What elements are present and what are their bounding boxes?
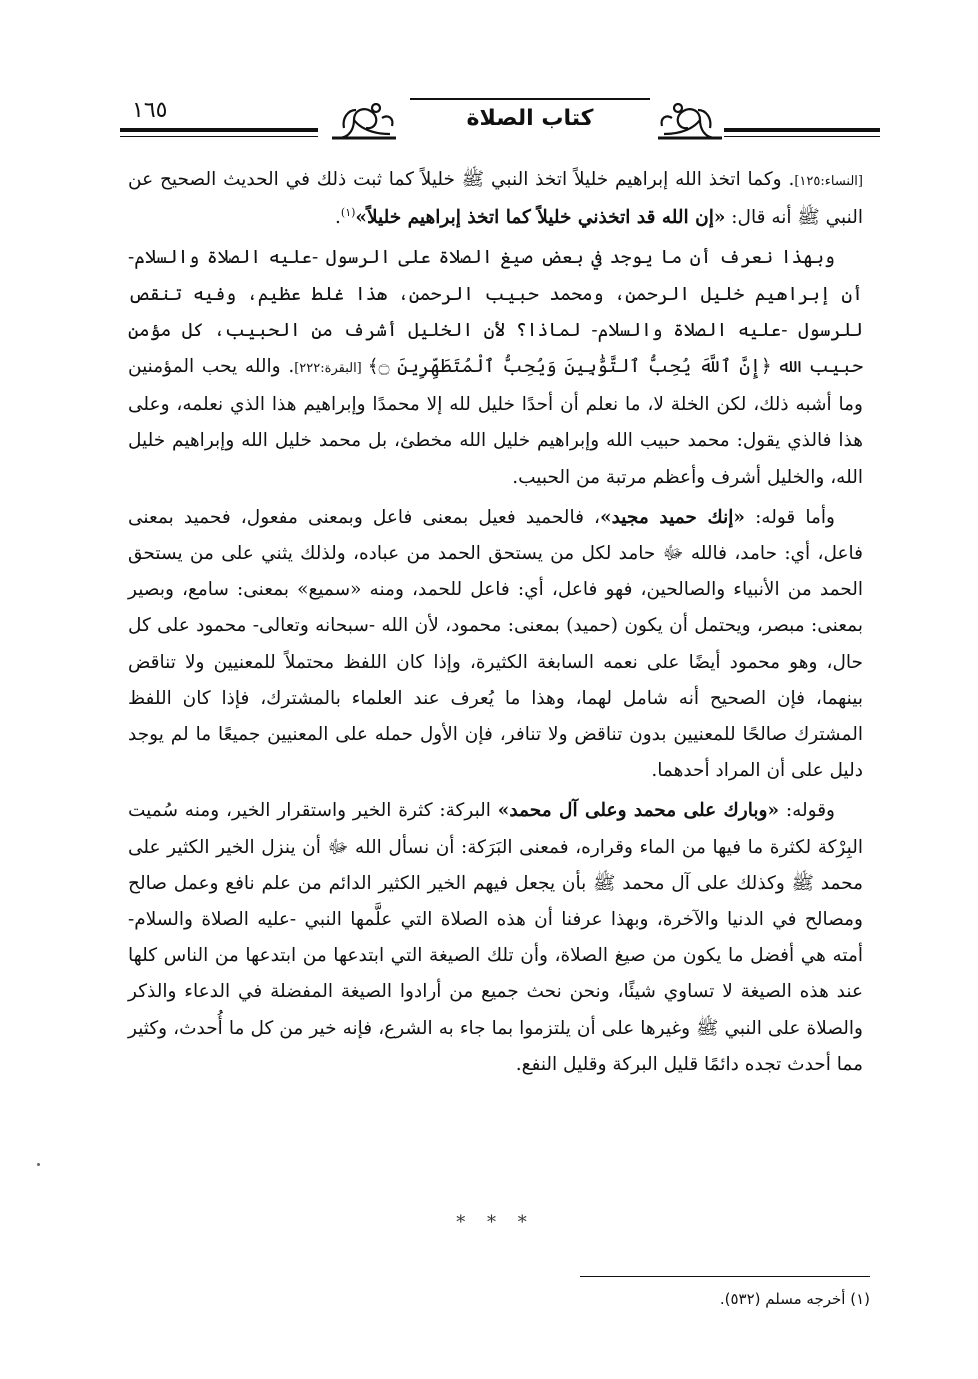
page-number: ١٦٥: [132, 98, 168, 123]
paragraph-text: . والله يحب المؤمنين وما أشبه ذلك، لكن الخلة لا، ما نعلم أن أحدًا خليل لله إلا محمدًا وإبراهيم هذا الذي نعلمه، وعلى هذا فالذي يقول: محمد حبيب الله وإبراهيم خليل الله مخطئ، بل محمد خليل الله وإبراهيم خليل الله، والخليل أشرف وأعظم مرتبة من الحبيب.: [128, 356, 863, 488]
header-rule-right-thin: [724, 136, 880, 137]
page-header: [120, 92, 880, 152]
right-ornament-icon: [656, 98, 722, 150]
paragraph-2: [128, 240, 863, 495]
footnote-marker[interactable]: (١): [340, 206, 356, 220]
body-text: [128, 162, 863, 1087]
footnote-rule: [580, 1276, 870, 1277]
header-rule-top: [410, 98, 650, 100]
verse-reference: [البقرة:٢٢٢]: [294, 361, 368, 377]
left-ornament-icon: [332, 98, 398, 150]
paragraph-text: وبهذا نعرف أن ما يوجد في بعض صيغ الصلاة على الرسول -عليه الصلاة والسلام- أن إبراهيم خليل الرحمن، ومحمد حبيب الرحمن، هذا غلط عظيم، وفيه تنقص للرسول -عليه الصلاة والسلام- لماذا؟ لأن الخليل أشرف من الحبيب، كل مؤمن حبيب الله: [128, 247, 864, 378]
quoted-phrase: «إنك حميد مجيد»: [600, 506, 745, 528]
hadith-quote: «إن الله قد اتخذني خليلاً كما اتخذ إبراهيم خليلاً»: [355, 207, 726, 229]
paragraph-text: ، فالحميد فعيل بمعنى فاعل وبمعنى مفعول، فحميد بمعنى فاعل، أي: حامد، فالله ﷻ حامد لكل من يستحق الحمد من عباده، ولذلك يثني على من يستحق الحمد من الأنبياء والصالحين، فهو فاعل، أي: فاعل للحمد، ومنه «سميع» بمعنى: سامع، وبصير بمعنى: مبصر، ويحتمل أن يكون (حميد) بمعنى: محمود، لأن الله -سبحانه وتعالى- محمود على كل حال، وهو محمود أيضًا على نعمه السابغة الكثيرة، وإذا كان اللفظ محتملاً للمعنيين ولا تناقض بينهما، فإن الصحيح أنه شامل لهما، وهذا ما يُعرف عند العلماء بالمشترك، فإذا كان اللفظ المشترك صالحًا للمعنيين بدون تناقض ولا تنافر، فإن الأول حمله على المعنيين جميعًا ما لم يوجد دليل على أن المراد أحدهما.: [128, 506, 863, 782]
paragraph-4: [128, 793, 863, 1083]
header-rule-right: [724, 128, 880, 132]
quoted-phrase: «وبارك على محمد وعلى آل محمد»: [497, 800, 780, 822]
quran-verse: ﴿إِنَّ ٱللَّهَ يُحِبُّ ٱلتَّوَّٰبِينَ وَيُحِبُّ ٱلْمُتَطَهِّرِينَ ۝﴾: [367, 356, 772, 378]
header-rule-left: [120, 128, 318, 132]
paragraph-text: .: [335, 207, 341, 229]
verse-reference: [النساء:١٢٥]: [794, 174, 863, 189]
paragraph-text: . وكما اتخذ الله إبراهيم خليلاً اتخذ النبي ﷺ خليلاً كما ثبت ذلك في الحديث الصحيح عن النبي ﷺ أنه قال:: [128, 169, 863, 229]
scan-speck: [37, 1163, 40, 1166]
paragraph-text: البركة: كثرة الخير واستقرار الخير، ومنه سُميت البِرْكة لكثرة ما فيها من الماء وقراره، فمعنى البَرَكة: أن نسأل الله ﷻ أن ينزل الخير الكثير على محمد ﷺ وكذلك على آل محمد ﷺ بأن يجعل فيهم الخير الكثير الدائم من علم نافع وعمل صالح ومصالح في الدنيا والآخرة، وبهذا عرفنا أن هذه الصلاة التي علَّمها النبي -عليه الصلاة والسلام- أمته هي أفضل ما يكون من صيغ الصلاة، وأن تلك الصيغة التي ابتدعها من ابتدعها من الناس كلها عند هذه الصيغة لا تساوي شيئًا، ونحن نحث جميع من أرادوا الصيغة المفضلة في الدعاء والذكر والصلاة على النبي ﷺ وغيرها على أن يلتزموا بما جاء به الشرع، فإنه خير من كل ما أُحدث، وكثير مما أحدث تجده دائمًا قليل البركة وقليل النفع.: [128, 800, 863, 1075]
running-title: كتاب الصلاة: [466, 106, 594, 131]
paragraph-1: [128, 162, 863, 236]
paragraph-text: وقوله:: [779, 800, 835, 822]
section-separator: * * *: [456, 1212, 535, 1233]
footnote: (١) أخرجه مسلم (٥٣٢).: [719, 1290, 870, 1308]
header-rule-left-thin: [120, 136, 318, 137]
paragraph-text: وأما قوله:: [744, 506, 835, 528]
paragraph-3: [128, 500, 863, 790]
